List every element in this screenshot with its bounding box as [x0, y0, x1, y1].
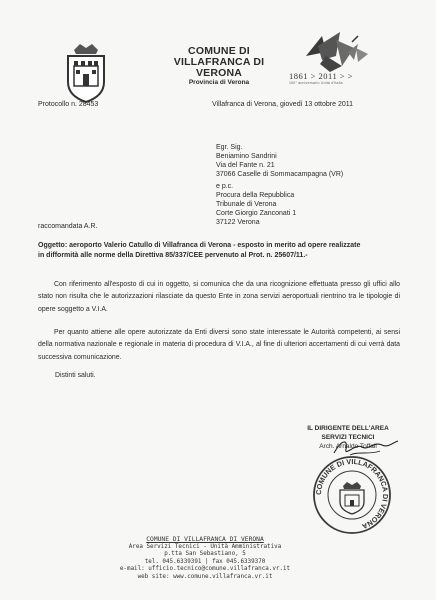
- copy-to-label: e p.c.: [216, 183, 234, 190]
- official-stamp-icon: [307, 452, 397, 538]
- recipient-street: Via del Fante n. 21: [216, 162, 275, 169]
- anniversary-years: 1861 > 2011 > >: [289, 71, 354, 81]
- paragraph1-line1: Con riferimento all'esposto di cui in oggetto, si comunica che da una ricognizione effettuata: [54, 281, 338, 288]
- footer-website: web site: www.comune.villafranca.vr.it: [137, 573, 273, 580]
- body-paragraph-2: [38, 327, 400, 364]
- registered-mail-note: raccomandata A.R.: [38, 223, 98, 230]
- copy-to-address: [216, 182, 296, 227]
- recipient-city: 37066 Caselle di Sommacampagna (VR): [216, 171, 344, 178]
- letterhead-org: [160, 46, 278, 79]
- subject-line2: in difformità alle norme della Direttiva 85/337/CEE pervenuto al Prot. n. 25607/11.-: [38, 251, 308, 259]
- letter-subject: [38, 241, 398, 260]
- paragraph1-line3: aeroportuali rientrino tra le tipologie di opere soggetto a V.I.A.: [38, 293, 400, 313]
- anniversary-logo-icon: [296, 26, 380, 74]
- recipient-salutation: Egr. Sig.: [216, 144, 243, 151]
- org-name-line1: COMUNE DI: [188, 45, 250, 57]
- signer-title-line2: SERVIZI TECNICI: [321, 433, 375, 441]
- footer-org: COMUNE DI VILLAFRANCA DI VERONA: [146, 536, 264, 543]
- org-name-line2: VILLAFRANCA DI VERONA: [173, 56, 265, 79]
- province-label: Provincia di Verona: [188, 79, 250, 86]
- anniversary-caption: 150° anniversario Unità d'Italia: [289, 81, 343, 85]
- footer-phone-fax: tel. 045.6339391 | fax 045.6339370: [144, 558, 266, 565]
- subject-line1: Oggetto: aeroporto Valerio Catullo di Villafranca di Verona - esposto in merito ad opere realizzate: [38, 242, 361, 249]
- footer-department: Area Servizi Tecnici - Unità Amministrativa: [128, 543, 282, 550]
- body-paragraph-1: [38, 279, 400, 316]
- protocol-number: Protocollo n. 28453: [38, 101, 99, 108]
- letter-footer: [100, 536, 310, 582]
- place-date: Villafranca di Verona, giovedì 13 ottobre 2011: [212, 101, 354, 108]
- copy-to-office: Procura della Repubblica: [216, 192, 295, 199]
- copy-to-street: Corte Giorgio Zanconati 1: [216, 210, 297, 217]
- signer-name: Arch. Arnaldo Toffali: [319, 443, 377, 450]
- recipient-name: Beniamino Sandrini: [216, 153, 277, 160]
- paragraph2-line2: competenti, ai sensi della normativa nazionale e regionale in materia di procedura di V.I.A., al fine: [38, 329, 401, 349]
- paragraph1-line2: presso gli uffici allo stato non risulta che le autorizzazioni rilasciate da questo Ente in zona servizi: [38, 281, 401, 301]
- recipient-address: [216, 143, 343, 179]
- svg-text:COMUNE DI VILLAFRANCA DI VERON: COMUNE DI VILLAFRANCA DI VERONA: [313, 456, 391, 532]
- municipal-crest-icon: [60, 42, 112, 104]
- copy-to-city: 37122 Verona: [216, 219, 260, 226]
- closing-greeting: Distinti saluti.: [55, 372, 96, 379]
- footer-email: e-mail: ufficio.tecnico@comune.villafranca.vr.it: [119, 566, 291, 573]
- footer-address: p.tta San Sebastiano, 5: [164, 551, 246, 558]
- paragraph2-line1: Per quanto attiene alle opere autorizzate da Enti diversi sono state interessate le Autorità: [54, 329, 335, 336]
- paragraph2-line3: di ulteriori accertamenti di cui verrà data successiva comunicazione.: [38, 341, 401, 361]
- signer-title-line1: IL DIRIGENTE DELL'AREA: [307, 425, 389, 432]
- copy-to-court: Tribunale di Verona: [216, 201, 277, 208]
